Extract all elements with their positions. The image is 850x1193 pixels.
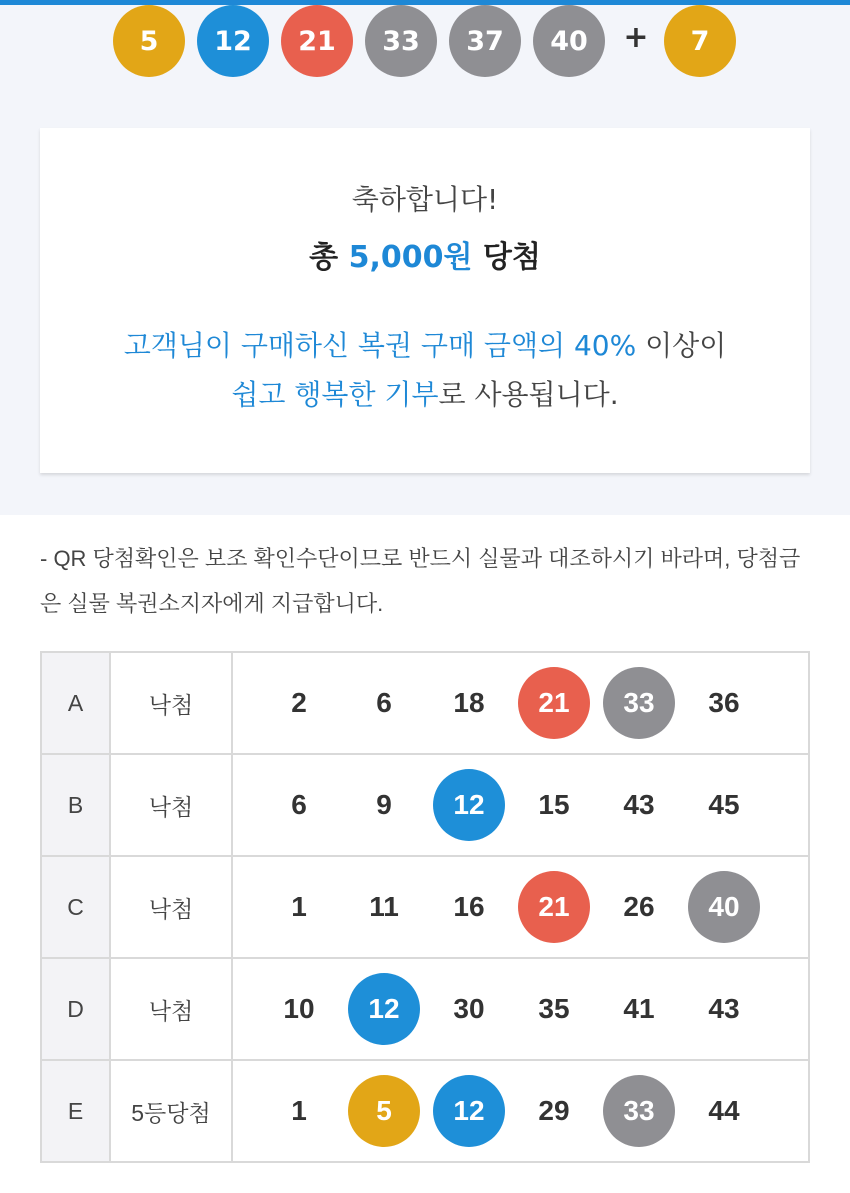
winning-ball: 12 <box>197 5 269 77</box>
prize-amount: 5,000원 <box>348 240 473 275</box>
game-number: 44 <box>708 1095 740 1126</box>
table-row <box>41 1060 809 1162</box>
qr-notice: - QR 당첨확인은 보조 확인수단이므로 반드시 실물과 대조하시기 바라며, 당첨금은 실물 복권소지자에게 지급합니다. <box>40 546 801 616</box>
plus-icon: + <box>623 20 649 55</box>
table-row <box>41 958 809 1060</box>
matched-number-ball: 21 <box>518 871 590 943</box>
donation-highlight: 고객님이 구매하신 복권 구매 금액의 40% <box>123 329 637 362</box>
game-number: 1 <box>291 1095 307 1126</box>
winning-ball: 33 <box>365 5 437 77</box>
game-result: 낙첨 <box>110 754 232 856</box>
game-number: 6 <box>376 687 392 718</box>
game-number: 45 <box>708 789 740 820</box>
game-numbers <box>232 1060 809 1162</box>
game-number: 11 <box>369 891 399 922</box>
table-row <box>41 754 809 856</box>
bonus-ball: 7 <box>664 5 736 77</box>
winning-ball: 5 <box>113 5 185 77</box>
game-numbers <box>232 754 809 856</box>
donation-rest: 로 사용됩니다. <box>438 378 619 411</box>
game-result: 낙첨 <box>110 958 232 1060</box>
game-number: 43 <box>708 993 740 1024</box>
matched-number-ball: 12 <box>348 973 420 1045</box>
game-numbers <box>232 652 809 754</box>
game-number: 15 <box>538 789 570 820</box>
game-label: A <box>41 652 110 754</box>
result-card <box>40 128 810 473</box>
game-result: 낙첨 <box>110 856 232 958</box>
game-label: E <box>41 1060 110 1162</box>
game-number: 26 <box>623 891 655 922</box>
winning-numbers <box>0 5 850 80</box>
game-number: 1 <box>291 891 307 922</box>
game-number: 29 <box>538 1095 570 1126</box>
game-label: D <box>41 958 110 1060</box>
donation-rest: 이상이 <box>636 329 727 362</box>
game-number: 9 <box>376 789 392 820</box>
game-numbers <box>232 856 809 958</box>
matched-number-ball: 12 <box>433 769 505 841</box>
winning-ball: 37 <box>449 5 521 77</box>
games-table <box>40 651 810 1163</box>
game-number: 2 <box>291 687 307 718</box>
winning-ball: 40 <box>533 5 605 77</box>
game-label: C <box>41 856 110 958</box>
donation-message-line1 <box>40 324 810 364</box>
winning-ball: 21 <box>281 5 353 77</box>
game-number: 6 <box>291 789 307 820</box>
table-row <box>41 652 809 754</box>
game-number: 41 <box>623 993 655 1024</box>
game-number: 43 <box>623 789 655 820</box>
prize-text <box>40 232 810 276</box>
matched-number-ball: 40 <box>688 871 760 943</box>
game-number: 10 <box>283 993 315 1024</box>
congrats-text: 축하합니다! <box>351 183 499 216</box>
game-result: 5등당첨 <box>110 1060 232 1162</box>
matched-number-ball: 5 <box>348 1075 420 1147</box>
game-number: 35 <box>538 993 570 1024</box>
matched-number-ball: 33 <box>603 667 675 739</box>
table-row <box>41 856 809 958</box>
matched-number-ball: 33 <box>603 1075 675 1147</box>
game-number: 36 <box>708 687 740 718</box>
donation-message-line2 <box>40 373 810 413</box>
donation-highlight: 쉽고 행복한 기부 <box>231 378 439 411</box>
game-label: B <box>41 754 110 856</box>
game-number: 18 <box>453 687 485 718</box>
prize-prefix: 총 <box>309 240 349 275</box>
game-numbers <box>232 958 809 1060</box>
game-number: 16 <box>453 891 485 922</box>
matched-number-ball: 12 <box>433 1075 505 1147</box>
matched-number-ball: 21 <box>518 667 590 739</box>
game-number: 30 <box>453 993 485 1024</box>
prize-suffix: 당첨 <box>472 240 541 275</box>
game-result: 낙첨 <box>110 652 232 754</box>
